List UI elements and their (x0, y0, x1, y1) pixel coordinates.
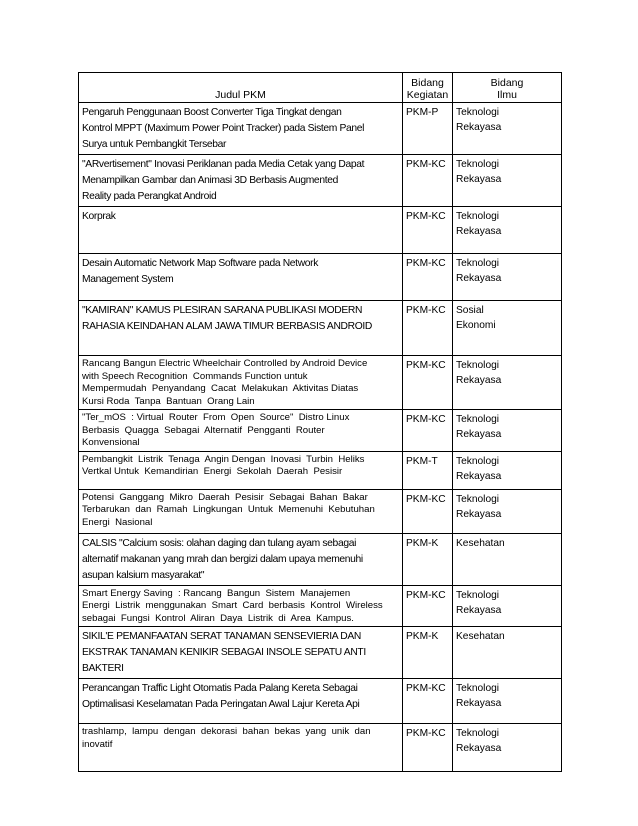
cell-bidang-kegiatan: PKM-K (403, 627, 453, 679)
header-judul: Judul PKM (79, 73, 403, 103)
cell-bidang-kegiatan: PKM-KC (403, 679, 453, 724)
cell-bidang-ilmu: Teknologi Rekayasa (453, 410, 562, 452)
cell-judul: Pengaruh Penggunaan Boost Converter Tiga Tingkat dengan Kontrol MPPT (Maximum Power Point Tracker) pada Sistem Panel Surya untuk Pembangkit Tersebar (79, 103, 403, 155)
table-row (79, 155, 562, 207)
cell-bidang-kegiatan: PKM-K (403, 533, 453, 585)
cell-bidang-kegiatan: PKM-P (403, 103, 453, 155)
pkm-table (78, 72, 562, 772)
cell-judul: Pembangkit Listrik Tenaga Angin Dengan Inovasi Turbin Heliks Vertkal Untuk Kemandirian Energi Sekolah Daerah Pesisir (79, 451, 403, 489)
cell-judul: Potensi Ganggang Mikro Daerah Pesisir Sebagai Bahan Bakar Terbarukan dan Ramah Lingkungan Untuk Memenuhi Kebutuhan Energi Nasional (79, 489, 403, 533)
cell-bidang-ilmu: Kesehatan (453, 533, 562, 585)
table-row (79, 585, 562, 627)
cell-bidang-kegiatan: PKM-KC (403, 155, 453, 207)
cell-bidang-kegiatan: PKM-KC (403, 254, 453, 301)
table-row (79, 533, 562, 585)
table-row (79, 301, 562, 356)
table-row (79, 627, 562, 679)
table-row (79, 103, 562, 155)
cell-bidang-kegiatan: PKM-T (403, 451, 453, 489)
table-row (79, 410, 562, 452)
cell-bidang-ilmu: Teknologi Rekayasa (453, 254, 562, 301)
cell-bidang-ilmu: Teknologi Rekayasa (453, 451, 562, 489)
cell-bidang-kegiatan: PKM-KC (403, 301, 453, 356)
cell-bidang-kegiatan: PKM-KC (403, 207, 453, 254)
header-bidang-kegiatan: Bidang Kegiatan (403, 73, 453, 103)
cell-judul: trashlamp, lampu dengan dekorasi bahan bekas yang unik dan inovatif (79, 724, 403, 772)
cell-judul: Desain Automatic Network Map Software pada Network Management System (79, 254, 403, 301)
cell-judul: Perancangan Traffic Light Otomatis Pada Palang Kereta Sebagai Optimalisasi Keselamatan Pada Peringatan Awal Lajur Kereta Api (79, 679, 403, 724)
cell-bidang-ilmu: Teknologi Rekayasa (453, 207, 562, 254)
cell-judul: "ARvertisement" Inovasi Periklanan pada Media Cetak yang Dapat Menampilkan Gambar dan Animasi 3D Berbasis Augmented Reality pada Perangkat Android (79, 155, 403, 207)
cell-bidang-ilmu: Teknologi Rekayasa (453, 356, 562, 410)
table-row (79, 679, 562, 724)
table-row (79, 724, 562, 772)
cell-judul: Rancang Bangun Electric Wheelchair Controlled by Android Device with Speech Recognition Commands Function untuk Mempermudah Penyandang Cacat Melakukan Aktivitas Diatas Kursi Roda Tanpa Bantuan Orang Lain (79, 356, 403, 410)
cell-bidang-ilmu: Teknologi Rekayasa (453, 155, 562, 207)
cell-bidang-ilmu: Teknologi Rekayasa (453, 679, 562, 724)
cell-bidang-ilmu: Kesehatan (453, 627, 562, 679)
cell-bidang-ilmu: Sosial Ekonomi (453, 301, 562, 356)
table-row (79, 254, 562, 301)
cell-bidang-ilmu: Teknologi Rekayasa (453, 724, 562, 772)
document-page (78, 72, 562, 772)
cell-judul: SIKIL'E PEMANFAATAN SERAT TANAMAN SENSEVIERIA DAN EKSTRAK TANAMAN KENIKIR SEBAGAI INSOLE SEPATU ANTI BAKTERI (79, 627, 403, 679)
cell-bidang-kegiatan: PKM-KC (403, 410, 453, 452)
table-header-row (79, 73, 562, 103)
table-row (79, 207, 562, 254)
cell-judul: "KAMIRAN" KAMUS PLESIRAN SARANA PUBLIKASI MODERN RAHASIA KEINDAHAN ALAM JAWA TIMUR BERBASIS ANDROID (79, 301, 403, 356)
cell-judul: Smart Energy Saving : Rancang Bangun Sistem Manajemen Energi Listrik menggunakan Smart Card berbasis Kontrol Wireless sebagai Fungsi Kontrol Aliran Daya Listrik di Area Kampus. (79, 585, 403, 627)
cell-bidang-kegiatan: PKM-KC (403, 724, 453, 772)
cell-judul: Korprak (79, 207, 403, 254)
cell-judul: "Ter_mOS : Virtual Router From Open Source" Distro Linux Berbasis Quagga Sebagai Alternatif Pengganti Router Konvensional (79, 410, 403, 452)
header-bidang-ilmu: Bidang Ilmu (453, 73, 562, 103)
cell-bidang-ilmu: Teknologi Rekayasa (453, 103, 562, 155)
cell-bidang-ilmu: Teknologi Rekayasa (453, 585, 562, 627)
cell-bidang-ilmu: Teknologi Rekayasa (453, 489, 562, 533)
table-row (79, 356, 562, 410)
cell-bidang-kegiatan: PKM-KC (403, 585, 453, 627)
table-row (79, 451, 562, 489)
cell-judul: CALSIS "Calcium sosis: olahan daging dan tulang ayam sebagai alternatif makanan yang mrah dan bergizi dalam upaya memenuhi asupan kalsium masyarakat" (79, 533, 403, 585)
cell-bidang-kegiatan: PKM-KC (403, 489, 453, 533)
table-row (79, 489, 562, 533)
cell-bidang-kegiatan: PKM-KC (403, 356, 453, 410)
